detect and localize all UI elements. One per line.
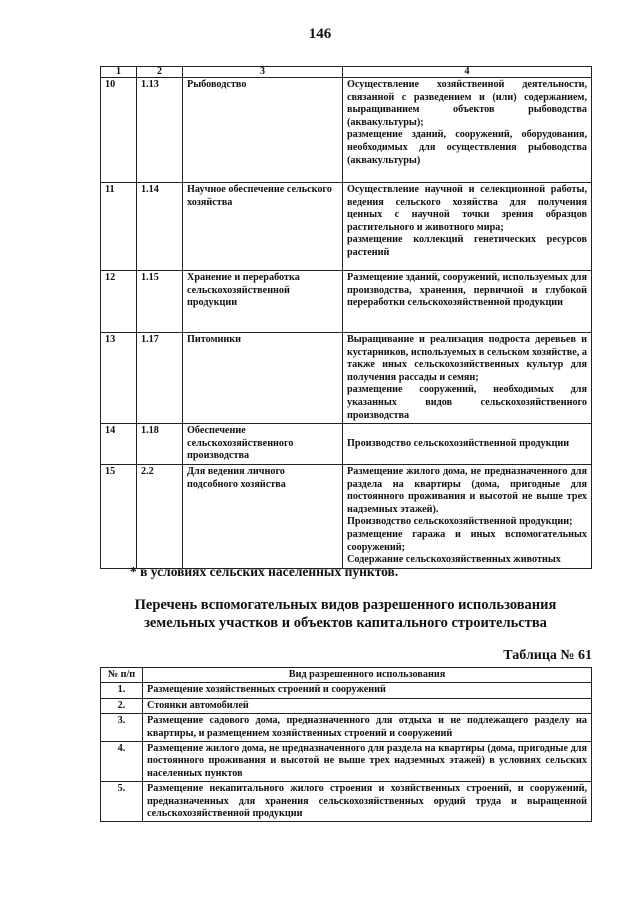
use-description: Производство сельскохозяйственной продукции: [343, 424, 592, 465]
use-description: Размещение садового дома, предназначенного для отдыха и не подлежащего разделу на квартиры, и размещением хозяйственных строений и сооружений: [143, 714, 592, 742]
use-description: Размещение жилого дома, не предназначенного для раздела на квартиры (дома, пригодные для постоянного проживания и высотой не выше трех надземных этажей). Производство сельскохозяйственной продукции; размещение гаража и иных вспомогательных сооружений; Содержание сельскохозяйственных животных: [343, 464, 592, 568]
use-name: Рыбоводство: [183, 78, 343, 183]
land-use-table-continued: [100, 66, 592, 569]
footnote: * в условиях сельских населенных пунктов.: [130, 564, 399, 579]
use-description: Осуществление хозяйственной деятельности, связанной с разведением и (или) содержанием, выращиванием объектов рыбоводства (аквакультуры); размещение зданий, сооружений, оборудования, необходимых для осуществления рыбоводства (аквакультуры): [343, 78, 592, 183]
use-code: 1.18: [137, 424, 183, 465]
auxiliary-uses-table: [100, 667, 592, 822]
use-name: Для ведения личного подсобного хозяйства: [183, 464, 343, 568]
row-number: 11: [101, 183, 137, 271]
row-number: 12: [101, 271, 137, 333]
table-row: [101, 782, 592, 822]
use-code: 1.13: [137, 78, 183, 183]
row-number: 1.: [101, 683, 143, 698]
row-number: 2.: [101, 698, 143, 713]
table-row: [101, 714, 592, 742]
table-row: [101, 698, 592, 713]
row-number: 15: [101, 464, 137, 568]
table-header-row: [101, 668, 592, 683]
row-number: 10: [101, 78, 137, 183]
row-number: 5.: [101, 782, 143, 822]
use-description: Размещение некапитального жилого строения и хозяйственных строений, и сооружений, предназначенных для хранения сельскохозяйственных орудий труда и выращенной сельскохозяйственной продукции: [143, 782, 592, 822]
column-header-number: № п/п: [101, 668, 143, 683]
row-number: 13: [101, 333, 137, 424]
section-heading: Перечень вспомогательных видов разрешенного использования земельных участков и объектов капитального строительства: [134, 597, 557, 631]
table-row: [101, 183, 592, 271]
use-description: Размещение жилого дома, не предназначенного для раздела на квартиры (дома, пригодные для постоянного проживания и высотой не выше трех надземных этажей) в условиях сельских населенных пунктов: [143, 742, 592, 782]
row-number: 14: [101, 424, 137, 465]
use-name: Обеспечение сельскохозяйственного производства: [183, 424, 343, 465]
use-name: Питомники: [183, 333, 343, 424]
table-caption: Таблица № 61: [503, 648, 592, 663]
column-header: 1: [101, 67, 137, 78]
use-name: Научное обеспечение сельского хозяйства: [183, 183, 343, 271]
row-number: 3.: [101, 714, 143, 742]
table-row: [101, 464, 592, 568]
page-number: 146: [308, 26, 332, 42]
table-row: [101, 271, 592, 333]
table-header-row: [101, 67, 592, 78]
column-header: 2: [137, 67, 183, 78]
table-row: [101, 742, 592, 782]
table-row: [101, 333, 592, 424]
use-code: 2.2: [137, 464, 183, 568]
column-header-use: Вид разрешенного использования: [143, 668, 592, 683]
use-description: Размещение зданий, сооружений, используемых для производства, хранения, первичной и глубокой переработки сельскохозяйственной продукции: [343, 271, 592, 333]
use-description: Выращивание и реализация подроста деревьев и кустарников, используемых в сельском хозяйстве, а также иных сельскохозяйственных культур для получения рассады и семян; размещение сооружений, необходимых для указанных видов сельскохозяйственного производства: [343, 333, 592, 424]
table-row: [101, 683, 592, 698]
use-code: 1.15: [137, 271, 183, 333]
column-header: 3: [183, 67, 343, 78]
use-description: Стоянки автомобилей: [143, 698, 592, 713]
use-description: Осуществление научной и селекционной работы, ведения сельского хозяйства для получения ценных с научной точки зрения образцов растительного и животного мира; размещение коллекций генетических ресурсов растений: [343, 183, 592, 271]
table-row: [101, 424, 592, 465]
table-row: [101, 78, 592, 183]
column-header: 4: [343, 67, 592, 78]
use-code: 1.17: [137, 333, 183, 424]
row-number: 4.: [101, 742, 143, 782]
use-name: Хранение и переработка сельскохозяйственной продукции: [183, 271, 343, 333]
use-code: 1.14: [137, 183, 183, 271]
use-description: Размещение хозяйственных строений и сооружений: [143, 683, 592, 698]
